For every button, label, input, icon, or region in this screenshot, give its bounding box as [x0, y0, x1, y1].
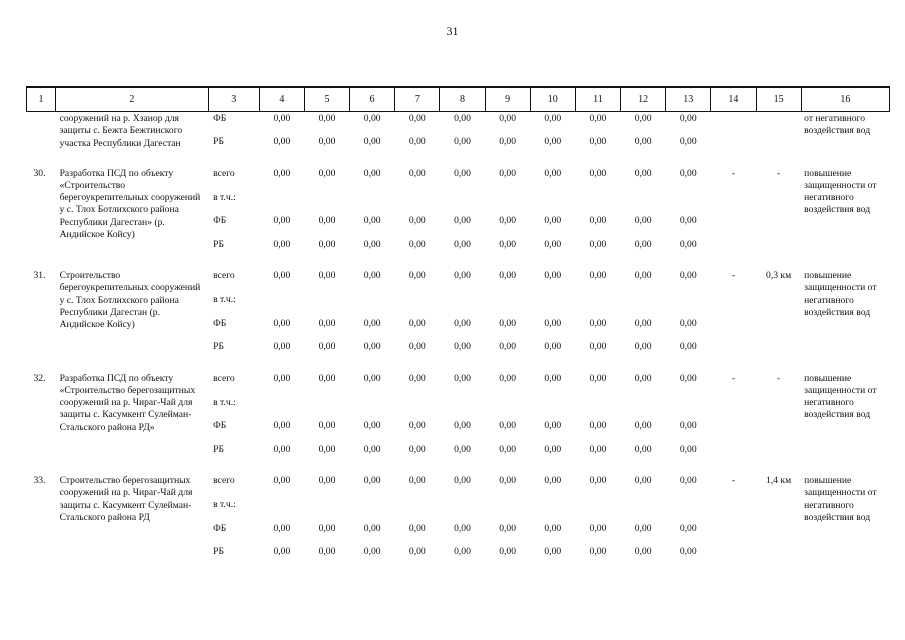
value-cell: 0,00 — [634, 522, 652, 534]
funding-source: ФБ — [213, 522, 227, 534]
value-cell — [621, 191, 666, 215]
value-cell: 0,00 — [679, 443, 697, 455]
value-cell: 0,00 — [273, 341, 291, 352]
value-cell: 0,00 — [318, 136, 336, 147]
value-cell: 0,00 — [634, 372, 652, 384]
value-cell: 0,00 — [273, 546, 291, 557]
value-cell: 0,00 — [634, 317, 652, 329]
value-cell: 0,00 — [363, 113, 381, 124]
column-header-3: 3 — [208, 87, 259, 112]
value-cell — [666, 396, 711, 420]
funding-source: в т.ч.: — [213, 396, 236, 408]
value-cell: 0,00 — [454, 420, 471, 431]
table-body — [27, 112, 890, 569]
value-cell: 0,00 — [634, 270, 652, 281]
value-cell — [304, 498, 349, 522]
value-cell — [485, 191, 530, 215]
funding-source: ФБ — [213, 215, 227, 226]
value-cell: 0,00 — [273, 113, 291, 124]
value-cell: 0,00 — [408, 475, 426, 486]
value-cell: 0,00 — [544, 443, 562, 455]
value-cell — [259, 293, 304, 317]
value-cell: 0,00 — [318, 443, 336, 455]
value-cell: 0,00 — [544, 546, 562, 557]
value-cell: 0,00 — [363, 546, 381, 557]
capacity-cell: - — [776, 167, 781, 179]
value-cell: 0,00 — [544, 420, 562, 431]
value-cell: 0,00 — [454, 443, 471, 455]
value-cell — [440, 293, 485, 317]
value-cell: 0,00 — [454, 136, 471, 147]
capacity-cell — [756, 112, 801, 159]
value-cell — [575, 191, 620, 215]
value-cell: 0,00 — [454, 546, 471, 557]
value-cell: 0,00 — [454, 317, 471, 329]
value-cell: 0,00 — [589, 238, 607, 250]
value-cell: 0,00 — [363, 341, 381, 352]
value-cell — [485, 396, 530, 420]
value-cell: 0,00 — [634, 136, 652, 147]
value-cell: 0,00 — [273, 372, 291, 384]
value-cell — [621, 498, 666, 522]
value-cell: 0,00 — [363, 475, 381, 486]
value-cell: 0,00 — [363, 372, 381, 384]
value-cell: 0,00 — [273, 238, 291, 250]
value-cell: 0,00 — [634, 475, 652, 486]
value-cell: 0,00 — [679, 113, 697, 124]
value-cell: 0,00 — [544, 215, 562, 226]
value-cell: 0,00 — [408, 546, 426, 557]
funding-source: всего — [213, 475, 235, 486]
value-cell: 0,00 — [363, 420, 381, 431]
column-header-2: 2 — [56, 87, 209, 112]
col14-cell: - — [731, 167, 736, 179]
value-cell: 0,00 — [679, 238, 697, 250]
value-cell: 0,00 — [499, 546, 517, 557]
value-cell: 0,00 — [408, 372, 426, 384]
value-cell: 0,00 — [679, 475, 697, 486]
funding-source: в т.ч.: — [213, 294, 236, 305]
value-cell: 0,00 — [408, 270, 426, 281]
item-name: Разработка ПСД по объекту «Строительство берегоукрепительных сооружений у с. Тлох Ботлихского района Республики Дагестан» (р. Андийское Койсу) — [59, 167, 201, 240]
value-cell — [304, 191, 349, 215]
value-cell: 0,00 — [499, 215, 517, 226]
value-cell: 0,00 — [273, 443, 291, 455]
value-cell: 0,00 — [499, 522, 517, 534]
value-cell: 0,00 — [544, 475, 562, 486]
capacity-cell: 0,3 км — [766, 270, 792, 281]
capacity-cell: - — [776, 372, 781, 384]
value-cell: 0,00 — [273, 522, 291, 534]
value-cell — [621, 293, 666, 317]
value-cell: 0,00 — [679, 317, 697, 329]
value-cell: 0,00 — [318, 270, 336, 281]
funding-source: РБ — [213, 341, 224, 352]
value-cell — [395, 498, 440, 522]
value-cell: 0,00 — [318, 317, 336, 329]
value-cell: 0,00 — [544, 270, 562, 281]
effect-cell: повышение защищенности от негативного воздействия вод — [804, 475, 877, 523]
col14-cell: - — [731, 270, 736, 281]
value-cell: 0,00 — [499, 420, 517, 431]
column-header-6: 6 — [350, 87, 395, 112]
value-cell: 0,00 — [544, 113, 562, 124]
value-cell — [259, 191, 304, 215]
value-cell: 0,00 — [589, 167, 607, 179]
value-cell: 0,00 — [679, 522, 697, 534]
value-cell: 0,00 — [544, 238, 562, 250]
value-cell — [350, 498, 395, 522]
value-cell: 0,00 — [679, 372, 697, 384]
value-cell — [666, 293, 711, 317]
value-cell — [485, 293, 530, 317]
value-cell: 0,00 — [499, 317, 517, 329]
value-cell: 0,00 — [454, 522, 471, 534]
value-cell: 0,00 — [544, 372, 562, 384]
column-header-14: 14 — [711, 87, 756, 112]
value-cell: 0,00 — [499, 475, 517, 486]
value-cell: 0,00 — [499, 443, 517, 455]
value-cell: 0,00 — [679, 136, 697, 147]
value-cell: 0,00 — [499, 113, 517, 124]
value-cell — [259, 498, 304, 522]
value-cell — [350, 191, 395, 215]
value-cell — [395, 293, 440, 317]
value-cell: 0,00 — [634, 238, 652, 250]
funding-source: ФБ — [213, 420, 227, 431]
value-cell: 0,00 — [544, 317, 562, 329]
column-header-12: 12 — [621, 87, 666, 112]
budget-table — [26, 86, 890, 569]
value-cell: 0,00 — [544, 136, 562, 147]
value-cell: 0,00 — [589, 522, 607, 534]
value-cell: 0,00 — [544, 522, 562, 534]
value-cell: 0,00 — [499, 341, 517, 352]
effect-cell: повышение защищенности от негативного воздействия вод — [804, 270, 877, 318]
value-cell: 0,00 — [408, 522, 426, 534]
value-cell: 0,00 — [589, 317, 607, 329]
table-row — [27, 364, 890, 396]
value-cell: 0,00 — [589, 546, 607, 557]
value-cell: 0,00 — [679, 270, 697, 281]
value-cell: 0,00 — [408, 215, 426, 226]
value-cell: 0,00 — [679, 215, 697, 226]
item-number: 30. — [33, 167, 46, 179]
column-header-10: 10 — [530, 87, 575, 112]
column-header-13: 13 — [666, 87, 711, 112]
value-cell: 0,00 — [634, 215, 652, 226]
value-cell: 0,00 — [634, 546, 652, 557]
value-cell: 0,00 — [454, 215, 471, 226]
value-cell: 0,00 — [318, 238, 336, 250]
funding-source: РБ — [213, 443, 224, 455]
table-row — [27, 466, 890, 498]
funding-source: всего — [213, 270, 235, 281]
value-cell: 0,00 — [318, 420, 336, 431]
funding-source: ФБ — [213, 113, 227, 124]
page-number: 31 — [446, 24, 459, 38]
value-cell — [530, 293, 575, 317]
header-row — [27, 87, 890, 112]
value-cell — [530, 498, 575, 522]
table-frame — [26, 86, 890, 569]
value-cell: 0,00 — [318, 167, 336, 179]
value-cell: 0,00 — [363, 215, 381, 226]
column-header-16: 16 — [801, 87, 889, 112]
value-cell: 0,00 — [589, 341, 607, 352]
value-cell: 0,00 — [634, 167, 652, 179]
value-cell: 0,00 — [273, 317, 291, 329]
value-cell — [666, 498, 711, 522]
value-cell — [575, 498, 620, 522]
item-number: 32. — [33, 372, 46, 384]
value-cell: 0,00 — [273, 167, 291, 179]
value-cell — [440, 191, 485, 215]
value-cell — [395, 191, 440, 215]
value-cell: 0,00 — [634, 113, 652, 124]
value-cell: 0,00 — [273, 270, 291, 281]
col14-cell: - — [731, 475, 736, 486]
value-cell: 0,00 — [499, 238, 517, 250]
column-header-1: 1 — [27, 87, 56, 112]
value-cell: 0,00 — [679, 546, 697, 557]
value-cell: 0,00 — [634, 443, 652, 455]
value-cell: 0,00 — [499, 167, 517, 179]
column-header-9: 9 — [485, 87, 530, 112]
column-header-5: 5 — [304, 87, 349, 112]
value-cell: 0,00 — [679, 341, 697, 352]
value-cell: 0,00 — [363, 317, 381, 329]
column-header-11: 11 — [575, 87, 620, 112]
value-cell — [530, 396, 575, 420]
value-cell: 0,00 — [679, 167, 697, 179]
value-cell — [575, 293, 620, 317]
value-cell — [621, 396, 666, 420]
value-cell — [666, 191, 711, 215]
value-cell: 0,00 — [454, 113, 471, 124]
item-name: сооружений на р. Хзанор для защиты с. Бежта Бежтинского участка Республики Дагестан — [59, 113, 183, 149]
value-cell: 0,00 — [318, 372, 336, 384]
value-cell: 0,00 — [273, 475, 291, 486]
value-cell: 0,00 — [634, 420, 652, 431]
effect-cell: повышение защищенности от негативного воздействия вод — [804, 372, 877, 421]
table-row — [27, 159, 890, 191]
value-cell: 0,00 — [318, 522, 336, 534]
value-cell — [440, 396, 485, 420]
funding-source: РБ — [213, 238, 224, 250]
value-cell: 0,00 — [544, 341, 562, 352]
value-cell — [350, 293, 395, 317]
value-cell: 0,00 — [454, 475, 471, 486]
value-cell: 0,00 — [273, 420, 291, 431]
value-cell: 0,00 — [408, 136, 426, 147]
value-cell: 0,00 — [544, 167, 562, 179]
value-cell — [259, 396, 304, 420]
value-cell: 0,00 — [408, 167, 426, 179]
value-cell: 0,00 — [273, 136, 291, 147]
funding-source: всего — [213, 372, 235, 384]
value-cell: 0,00 — [363, 238, 381, 250]
item-number — [27, 112, 56, 159]
value-cell: 0,00 — [363, 136, 381, 147]
value-cell: 0,00 — [499, 270, 517, 281]
value-cell: 0,00 — [499, 136, 517, 147]
value-cell: 0,00 — [679, 420, 697, 431]
value-cell: 0,00 — [589, 443, 607, 455]
effect-cell: повышение защищенности от негативного воздействия вод — [804, 167, 877, 216]
value-cell: 0,00 — [318, 215, 336, 226]
value-cell: 0,00 — [454, 341, 471, 352]
value-cell: 0,00 — [634, 341, 652, 352]
funding-source: в т.ч.: — [213, 499, 236, 510]
value-cell: 0,00 — [273, 215, 291, 226]
funding-source: РБ — [213, 546, 224, 557]
column-header-8: 8 — [440, 87, 485, 112]
value-cell: 0,00 — [589, 113, 607, 124]
value-cell: 0,00 — [589, 215, 607, 226]
column-header-7: 7 — [395, 87, 440, 112]
value-cell: 0,00 — [499, 372, 517, 384]
value-cell: 0,00 — [318, 341, 336, 352]
funding-source: всего — [213, 167, 235, 179]
value-cell: 0,00 — [363, 167, 381, 179]
value-cell — [575, 396, 620, 420]
value-cell: 0,00 — [454, 372, 471, 384]
value-cell: 0,00 — [589, 372, 607, 384]
item-name: Строительство берегоукрепительных сооружений у с. Тлох Ботлихского района Республики Дагестан (р. Андийское Койсу) — [59, 270, 201, 331]
value-cell: 0,00 — [363, 270, 381, 281]
value-cell: 0,00 — [318, 113, 336, 124]
value-cell: 0,00 — [318, 546, 336, 557]
value-cell — [304, 293, 349, 317]
column-header-15: 15 — [756, 87, 801, 112]
item-name: Строительство берегозащитных сооружений на р. Чираг-Чай для защиты с. Касумкент Сулейман-Стальского района РД — [59, 475, 193, 523]
value-cell: 0,00 — [589, 270, 607, 281]
column-header-4: 4 — [259, 87, 304, 112]
item-number: 33. — [33, 475, 46, 486]
value-cell: 0,00 — [363, 443, 381, 455]
col14-cell — [711, 112, 756, 159]
value-cell: 0,00 — [454, 167, 471, 179]
value-cell: 0,00 — [408, 420, 426, 431]
value-cell: 0,00 — [363, 522, 381, 534]
value-cell: 0,00 — [589, 136, 607, 147]
value-cell: 0,00 — [589, 420, 607, 431]
value-cell: 0,00 — [318, 475, 336, 486]
funding-source: в т.ч.: — [213, 191, 236, 203]
value-cell — [440, 498, 485, 522]
value-cell — [485, 498, 530, 522]
value-cell: 0,00 — [454, 270, 471, 281]
value-cell — [304, 396, 349, 420]
funding-source: ФБ — [213, 317, 227, 329]
table-row — [27, 112, 890, 136]
value-cell: 0,00 — [408, 341, 426, 352]
value-cell — [395, 396, 440, 420]
funding-source: РБ — [213, 136, 224, 147]
value-cell: 0,00 — [408, 238, 426, 250]
value-cell — [350, 396, 395, 420]
value-cell: 0,00 — [589, 475, 607, 486]
item-number: 31. — [33, 270, 46, 281]
value-cell: 0,00 — [408, 113, 426, 124]
value-cell — [530, 191, 575, 215]
value-cell: 0,00 — [408, 317, 426, 329]
col14-cell: - — [731, 372, 736, 384]
value-cell: 0,00 — [454, 238, 471, 250]
capacity-cell: 1,4 км — [766, 475, 792, 486]
item-name: Разработка ПСД по объекту «Строительство берегозащитных сооружений на р. Чираг-Чай для защиты с. Касумкент Сулейман-Стальского района РД» — [59, 372, 196, 433]
table-row — [27, 261, 890, 293]
value-cell: 0,00 — [408, 443, 426, 455]
effect-cell: от негативного воздействия вод — [804, 113, 871, 137]
